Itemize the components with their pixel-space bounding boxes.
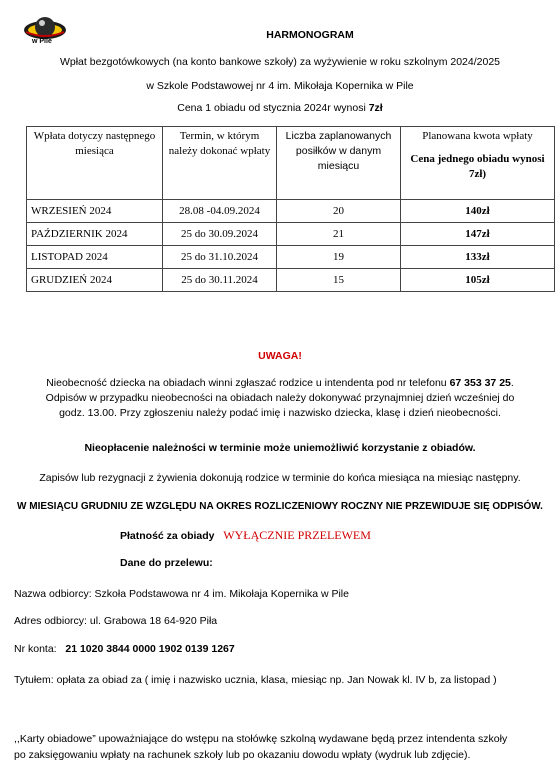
intendent-phone: 67 353 37 25 — [449, 377, 511, 389]
price-value: 7zł — [368, 102, 383, 114]
table-header-row — [27, 127, 555, 200]
row-month: WRZESIEŃ 2024 — [27, 200, 163, 223]
footer-line-2: po zaksięgowaniu wpłaty na rachunek szkoły lub po okazaniu dowodu wpłaty (wydruk lub zdjęcie). — [14, 749, 471, 761]
row-term: 25 do 30.09.2024 — [163, 223, 277, 246]
payment-method-line — [120, 528, 371, 543]
transfer-details-label: Dane do przelewu: — [120, 557, 213, 569]
absence-line-1: Nieobecność dziecka na obiadach winni zgłaszać rodzice u intendenta pod nr telefonu 67 353 37 25. — [46, 377, 514, 389]
row-meals: 15 — [277, 269, 401, 292]
payment-schedule-table — [26, 126, 555, 292]
row-term: 25 do 30.11.2024 — [163, 269, 277, 292]
header-price-note: Cena jednego obiadu wynosi 7zł) — [410, 153, 545, 180]
non-payment-warning: Nieopłacenie należności w terminie może uniemożliwić korzystanie z obiadów. — [84, 442, 476, 454]
absence-text: Nieobecność dziecka na obiadach winni zgłaszać rodzice u intendenta pod nr telefonu — [46, 377, 447, 389]
payment-label: Płatność za obiady — [120, 530, 215, 542]
transfer-title: Tytułem: opłata za obiad za ( imię i nazwisko ucznia, klasa, miesiąc np. Jan Nowak kl. IV b, za listopad ) — [14, 674, 497, 686]
row-month: LISTOPAD 2024 — [27, 246, 163, 269]
table-row — [27, 269, 555, 292]
row-month: GRUDZIEŃ 2024 — [27, 269, 163, 292]
recipient-name: Nazwa odbiorcy: Szkoła Podstawowa nr 4 im. Mikołaja Kopernika w Pile — [14, 588, 349, 600]
header-amount — [401, 127, 555, 200]
row-term: 28.08 -04.09.2024 — [163, 200, 277, 223]
header-line-3 — [0, 102, 560, 114]
page-title: HARMONOGRAM — [266, 29, 354, 41]
header-meals: Liczba zaplanowanych posiłków w danym miesiącu — [277, 127, 401, 200]
row-month: PAŹDZIERNIK 2024 — [27, 223, 163, 246]
table-row — [27, 246, 555, 269]
row-amount: 105zł — [401, 269, 555, 292]
logo-caption: w Pile — [32, 38, 52, 45]
table-row — [27, 223, 555, 246]
absence-line-3: godz. 13.00. Przy zgłoszeniu należy podać imię i nazwisko dziecka, klasę i dzień nieobecności. — [59, 407, 501, 419]
row-meals: 20 — [277, 200, 401, 223]
recipient-address: Adres odbiorcy: ul. Grabowa 18 64-920 Piła — [14, 615, 218, 627]
row-term: 25 do 31.10.2024 — [163, 246, 277, 269]
header-line-1: Wpłat bezgotówkowych (na konto bankowe szkoły) za wyżywienie w roku szkolnym 2024/2025 — [59, 56, 501, 68]
footer-line-1: ,,Karty obiadowe” upoważniające do wstępu na stołówkę szkolną wydawane będą przez intendenta szkoły — [14, 733, 508, 745]
notice-heading: UWAGA! — [258, 350, 302, 362]
absence-paragraph — [14, 376, 546, 421]
price-label: Cena 1 obiadu od stycznia 2024r wynosi — [177, 102, 366, 114]
enrollment-info: Zapisów lub rezygnacji z żywienia dokonują rodzice w terminie do końca miesiąca na miesiąc następny. — [39, 472, 521, 484]
row-amount: 147zł — [401, 223, 555, 246]
header-line-2: w Szkole Podstawowej nr 4 im. Mikołaja Kopernika w Pile — [146, 80, 414, 92]
account-label: Nr konta: — [14, 643, 57, 655]
account-number: 21 1020 3844 0000 1902 0139 1267 — [65, 643, 235, 655]
header-amount-label: Planowana kwota wpłaty — [422, 130, 533, 142]
row-amount: 133zł — [401, 246, 555, 269]
payment-method: WYŁĄCZNIE PRZELEWEM — [223, 528, 371, 542]
account-line — [14, 643, 235, 655]
row-amount: 140zł — [401, 200, 555, 223]
header-term: Termin, w którym należy dokonać wpłaty — [163, 127, 277, 200]
row-meals: 21 — [277, 223, 401, 246]
row-meals: 19 — [277, 246, 401, 269]
header-month: Wpłata dotyczy następnego miesiąca — [27, 127, 163, 200]
table-row — [27, 200, 555, 223]
december-notice: W MIESIĄCU GRUDNIU ZE WZGLĘDU NA OKRES ROZLICZENIOWY ROCZNY NIE PRZEWIDUJE SIĘ ODPISÓW. — [17, 501, 543, 512]
absence-line-2: Odpisów w przypadku nieobecności na obiadach należy dokonywać przynajmniej dzień wcześniej do — [45, 392, 515, 404]
